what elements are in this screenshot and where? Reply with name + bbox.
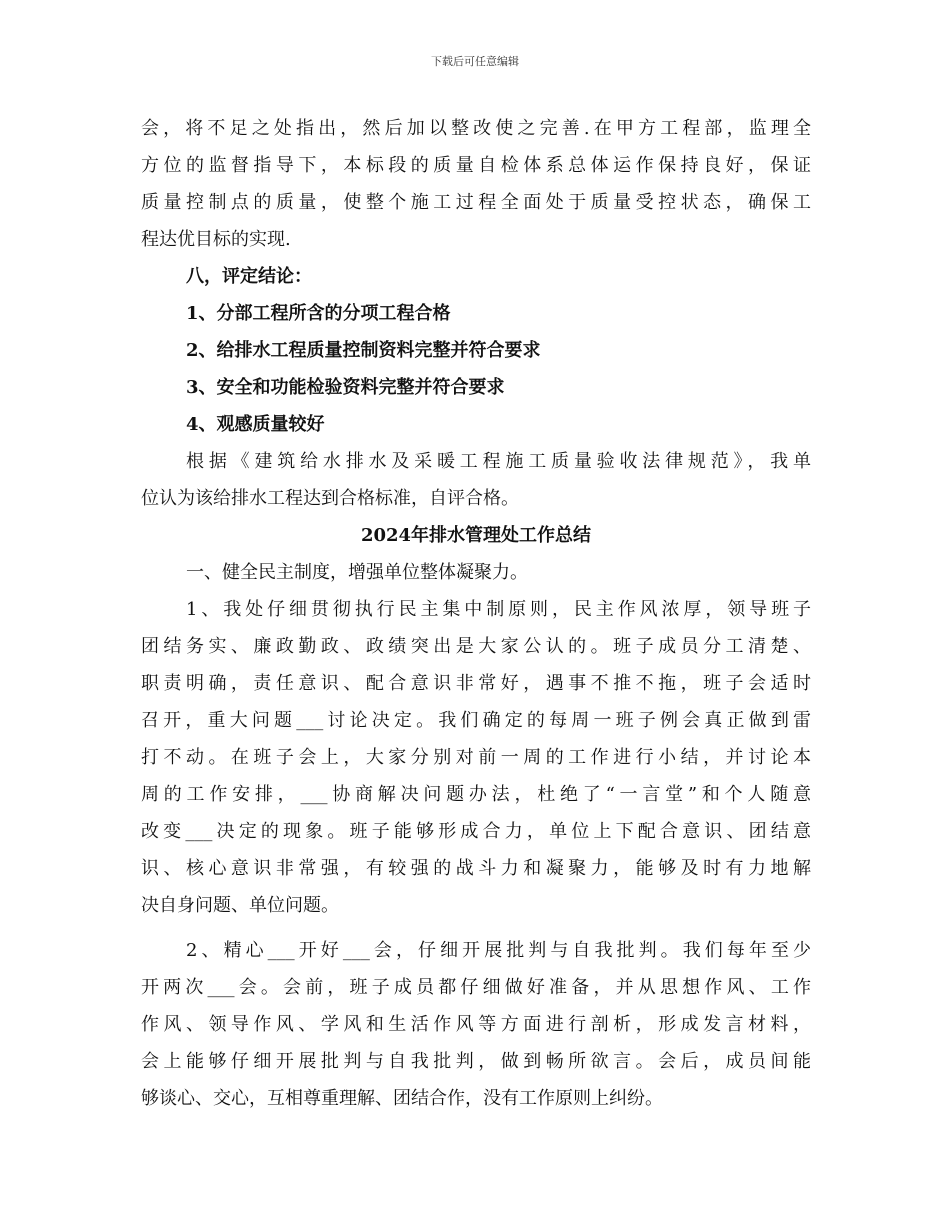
paragraph-line: 团结务实、廉政勤政、政绩突出是大家公认的。班子成员分工清楚、 xyxy=(141,636,811,657)
paragraph-gap xyxy=(141,924,811,932)
paragraph-line: 周的工作安排，___协商解决问题办法，杜绝了“一言堂”和个人随意 xyxy=(141,784,811,805)
conclusion-heading: 八，评定结论： xyxy=(186,266,312,287)
paragraph-line: 够谈心、交心，互相尊重理解、团结合作，没有工作原则上纠纷。 xyxy=(141,1088,663,1109)
paragraph-line: 质量控制点的质量，使整个施工过程全面处于质量受控状态，确保工 xyxy=(141,192,811,213)
section-heading: 一、健全民主制度，增强单位整体凝聚力。 xyxy=(186,562,528,583)
paragraph-line: 方位的监督指导下，本标段的质量自检体系总体运作保持良好，保证 xyxy=(141,155,811,176)
conclusion-item: 2、给排水工程质量控制资料完整并符合要求 xyxy=(186,340,541,361)
paragraph-line: 会上能够仔细开展批判与自我批判，做到畅所欲言。会后，成员间能 xyxy=(141,1051,811,1072)
page-header-note: 下载后可任意编辑 xyxy=(431,55,519,68)
conclusion-item: 4、观感质量较好 xyxy=(186,414,325,435)
paragraph-line: 改变___决定的现象。班子能够形成合力，单位上下配合意识、团结意 xyxy=(141,821,811,842)
conclusion-item: 1、分部工程所含的分项工程合格 xyxy=(186,303,451,324)
paragraph-line: 2、精心___开好___会，仔细开展批判与自我批判。我们每年至少 xyxy=(186,940,811,961)
conclusion-item: 3、安全和功能检验资料完整并符合要求 xyxy=(186,377,505,398)
paragraph-line: 召开，重大问题___讨论决定。我们确定的每周一班子例会真正做到雷 xyxy=(141,710,811,731)
paragraph-line: 作风、领导作风、学风和生活作风等方面进行剖析，形成发言材料， xyxy=(141,1014,811,1035)
paragraph-line: 决自身问题、单位问题。 xyxy=(141,895,339,916)
paragraph-line: 会，将不足之处指出，然后加以整改使之完善.在甲方工程部，监理全 xyxy=(141,118,811,139)
paragraph-line: 打不动。在班子会上，大家分别对前一周的工作进行小结，并讨论本 xyxy=(141,747,811,768)
paragraph-line: 职责明确，责任意识、配合意识非常好，遇事不推不拖，班子会适时 xyxy=(141,673,811,694)
paragraph-line: 识、核心意识非常强，有较强的战斗力和凝聚力，能够及时有力地解 xyxy=(141,858,811,879)
paragraph-line: 开两次___会。会前，班子成员都仔细做好准备，并从思想作风、工作 xyxy=(141,977,811,998)
paragraph-line: 程达优目标的实现. xyxy=(141,229,291,250)
basis-line: 位认为该给排水工程达到合格标准，自评合格。 xyxy=(141,488,519,509)
paragraph-line: 1、我处仔细贯彻执行民主集中制原则，民主作风浓厚，领导班子 xyxy=(186,599,811,620)
section-title: 2024年排水管理处工作总结 xyxy=(360,525,592,546)
document-body xyxy=(141,110,811,1117)
basis-line: 根据《建筑给水排水及采暖工程施工质量验收法律规范》，我单 xyxy=(186,451,811,472)
